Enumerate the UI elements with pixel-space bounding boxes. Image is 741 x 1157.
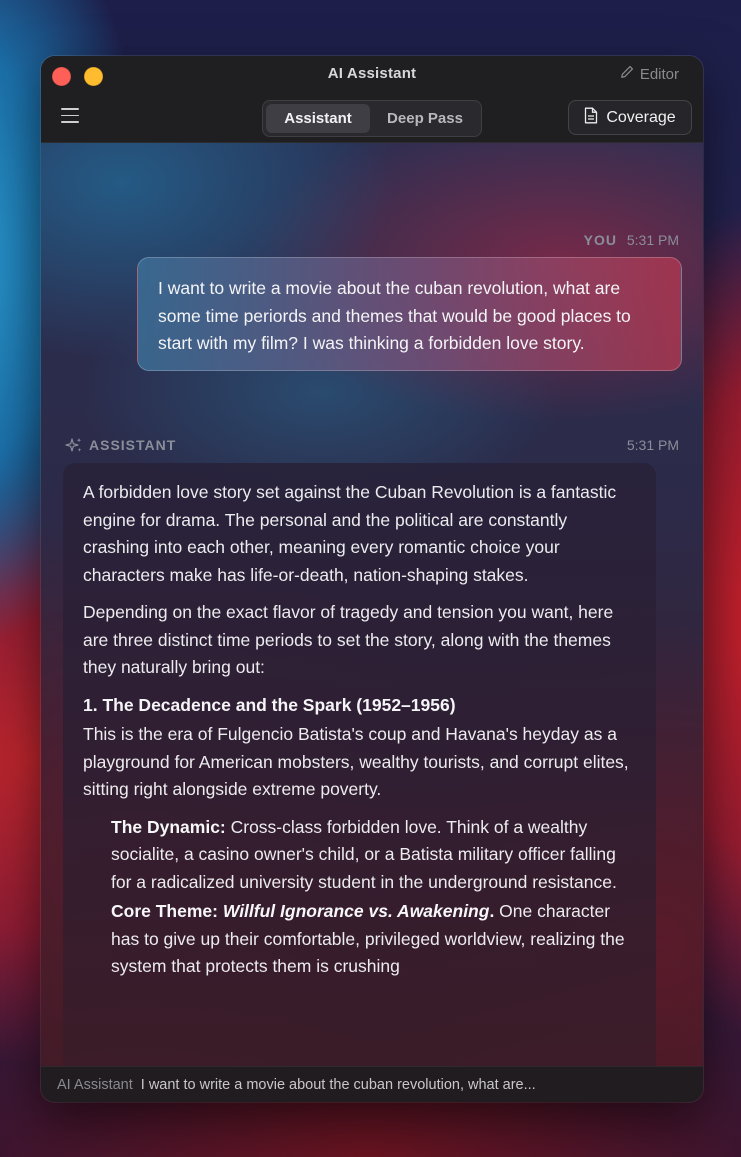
coverage-label: Coverage: [606, 108, 676, 126]
assistant-lead-in-paragraph: Depending on the exact flavor of tragedy and tension you want, here are three distinct time periods to set the story, along with the themes they naturally bring out:: [83, 602, 614, 677]
theme-bullet: [83, 898, 636, 981]
dynamic-text: Cross-class forbidden love. Think of a wealthy socialite, a casino owner's child, or a Batista military officer falling for a radicalized university student in the underground resistance.: [111, 816, 617, 892]
mode-segmented-control: [262, 100, 482, 137]
sparkles-icon: [65, 437, 83, 457]
dynamic-bullet: [83, 814, 636, 897]
document-icon: [584, 107, 598, 129]
user-message-time: 5:31 PM: [626, 232, 679, 248]
assistant-intro-paragraph: A forbidden love story set against the Cuban Revolution is a fantastic engine for drama. The personal and the political are constantly crashing into each other, meaning every romantic choice your characters make has life-or-death, nation-shaping stakes.: [83, 482, 617, 585]
coverage-button[interactable]: [568, 100, 692, 135]
user-sender-label: YOU: [583, 232, 617, 248]
assistant-message-time: 5:31 PM: [626, 437, 679, 453]
theme-period: .: [489, 901, 495, 921]
assistant-message-bubble: [63, 463, 656, 1066]
user-message-bubble: I want to write a movie about the cuban revolution, what are some time periords and themes that would be good places to start with my film? I was thinking a forbidden love story.: [137, 257, 682, 371]
section-body: This is the era of Fulgencio Batista's coup and Havana's heyday as a playground for American mobsters, wealthy tourists, and corrupt elites, sitting right alongside extreme poverty.: [83, 724, 629, 799]
ai-assistant-window: [41, 56, 703, 1102]
pencil-icon: [620, 65, 634, 83]
status-app-name: AI Assistant: [57, 1077, 133, 1093]
status-bar: [41, 1066, 703, 1102]
assistant-message-meta: [65, 437, 679, 455]
status-conversation-snippet[interactable]: I want to write a movie about the cuban revolution, what are...: [140, 1077, 536, 1093]
tab-deep-pass[interactable]: Deep Pass: [387, 110, 463, 127]
assistant-sender-label: ASSISTANT: [89, 437, 177, 453]
theme-emphasis: Willful Ignorance vs. Awakening: [222, 901, 490, 921]
user-message-meta: [584, 232, 679, 248]
editor-button[interactable]: [620, 65, 679, 83]
theme-text: One character has to give up their comfortable, privileged worldview, realizing the system that protects them is crushing: [111, 901, 625, 976]
chat-transcript[interactable]: [41, 143, 703, 1066]
hamburger-menu-icon[interactable]: [61, 108, 79, 124]
editor-label: Editor: [639, 65, 679, 83]
window-title: AI Assistant: [327, 65, 417, 82]
theme-label: Core Theme:: [111, 901, 223, 921]
title-bar: [41, 56, 703, 143]
dynamic-label: The Dynamic:: [111, 816, 226, 837]
section-heading: 1. The Decadence and the Spark (1952–1956): [83, 694, 456, 715]
tab-assistant[interactable]: Assistant: [266, 104, 370, 133]
